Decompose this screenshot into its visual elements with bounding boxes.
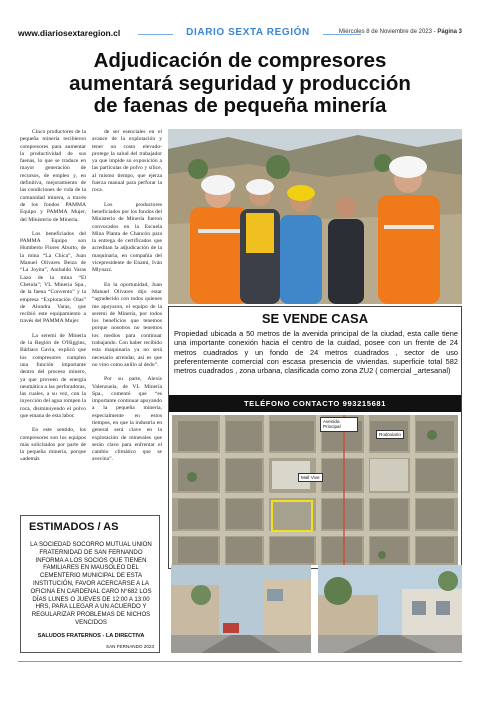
headline-line: Adjudicación de compresores [93,49,387,72]
headline-line: de faenas de pequeña minería [93,94,387,117]
paragraph: Los productores beneficiados por los fondos del Ministerio de Minería fueron convocados en la Escuela Mina Planta de Chancón para la entrega de certificados que acreditan la adjudicación de la maquinaria, en compañía del vicepresidente de Enami, Iván Mlynarz. [92,201,162,274]
paragraph: Por su parte, Alexis Valenzuela, de VL Minería Spa., comentó que “es importante continuar apoyando a la pequeña minería, especialmente en estos tiempos, en que la industria en general será clave en la explotación de minerales que serán clave para enfrentar el cambio climático que se avecina”. [92,376,162,463]
aerial-map [172,415,458,565]
paragraph: de ser esenciales en el avance de la explotación y tener un costo elevado- protege la salud del trabajador ya que impide su exposición a las partículas de polvo y sílice, al mismo tiempo, que ejerza fuerza manual para perforar la roca. [92,129,162,194]
notice-body: LA SOCIEDAD SOCORRO MUTUAL UNION FRATERNIDAD DE SAN FERNANDO INFORMA A LOS SOCIOS QUE TIENEN FAMILIARES EN MAUSOLEO DEL CEMENTERIO MUNICIPAL DE ESTA INSTITUCIÓN, FAVOR ACERCARSE A LA OFICINA EN CARDENAL CARO N°682 LOS DÍAS LUNES O JUEVES DE 12:00 A 13:00 HRS, PARA LLEGAR A UN ACUERDO Y REGULARIZAR PROBLEMAS DE NICHOS VENCIDOS [30,541,152,626]
page-number: Página 3 [437,29,462,35]
street-photo-left [171,565,311,653]
page-header [18,28,462,46]
notice-date: SAN FERNANDO 2023 [106,644,154,649]
notice-signature: SALUDOS FRATERNOS - LA DIRECTIVA [37,633,145,639]
newspaper-brand: DIARIO SEXTA REGIÓN [186,27,310,38]
map-label-mall: Mall Vive [298,473,323,482]
paragraph: Cinco productores de la pequeña minería recibieron compresores para aumentar la productividad de sus faenas, lo que se traduce en mayor generación de recursos, de empleo y, en definitiva, mejoramiento de las condiciones de vida de la comunidad minera, a través de los fondos PAMMA Equipo y PAMMA Mujer, del Ministerio de Minería. [20,129,86,223]
headline-line: aumentará seguridad y producción [69,71,411,95]
ad-description: Propiedad ubicada a 50 metros de la avenida principal de la ciudad, esta calle tiene una importante conexión hacia el centro de la cuidad, posee con un frente de 24 metros cuadrados y un fondo de 24 metros cuadrados , sector de uso preferentemente comercial con escasa presencia de viviendas. superficie total 582 metros cuadrados , zona urbana, clasificada como zona ZU2 ( comercial _artesanal) [174,329,458,376]
paragraph: La seremi de Minería de la Región de O'Higgins, Bárbara Gavia, explicó que los compresores cumplen una función importante dentro del proceso minero, ya que proveen de energía neumática a las perforadoras, las cuales, a su vez, con la inyección del agua rompen la roca, disminuyendo el polvo que emana de esta labor. [20,332,86,419]
notice-title: ESTIMADOS / AS [29,521,119,533]
map-label-rodoviario: Rodoviario [376,430,404,439]
article-headline [28,50,452,118]
paragraph: En este sentido, los compresores son los equipos más solicitados por parte de la pequeña minería, porque «además [20,427,86,463]
paragraph: Los beneficiados del PAMMA Equipo son Humberto Flores Aburto, de la mina “La Chica”, Juan Manuel Olivares Beiza de “La Joyita”, Anibaldo Varas Lazo de la mina “El Chetula”; VL Minería Spa., de la faena “Convento” y la empresa “Explotación Olas” de Alondra Varas, que recibió este equipamiento a través del PAMMA Mujer. [20,230,86,325]
issue-date: Miércoles 8 de Noviembre de 2023 - [338,29,438,35]
map-label-avenida: Avenida Principal [320,417,358,432]
contact-phone-bar[interactable]: TELÉFONO CONTACTO 993215681 [169,395,461,412]
house-for-sale-ad [168,306,462,569]
dateline [339,29,462,35]
article-column-1 [20,129,86,471]
paragraph: En la oportunidad, Juan Manuel Olivares dijo estar “agradecido con todos quienes me apoyaron, el equipo de la seremi de Minería, por todos los beneficios que tenemos porque nosotros no tenemos los medios para continuar trabajando. Con haber recibido esta maquinaria ya no será necesario arrendar, así es que no vino como anillo al dedo”. [92,281,162,368]
society-notice [20,515,160,653]
article-photo-miners [168,129,462,304]
article-column-2 [92,129,162,471]
aerial-map-image [172,415,458,565]
street-photo-right [318,565,462,653]
header-rule-left [138,34,173,35]
ad-title: SE VENDE CASA [261,311,369,326]
site-url[interactable]: www.diariosextaregion.cl [18,28,121,38]
bottom-divider [18,661,462,662]
